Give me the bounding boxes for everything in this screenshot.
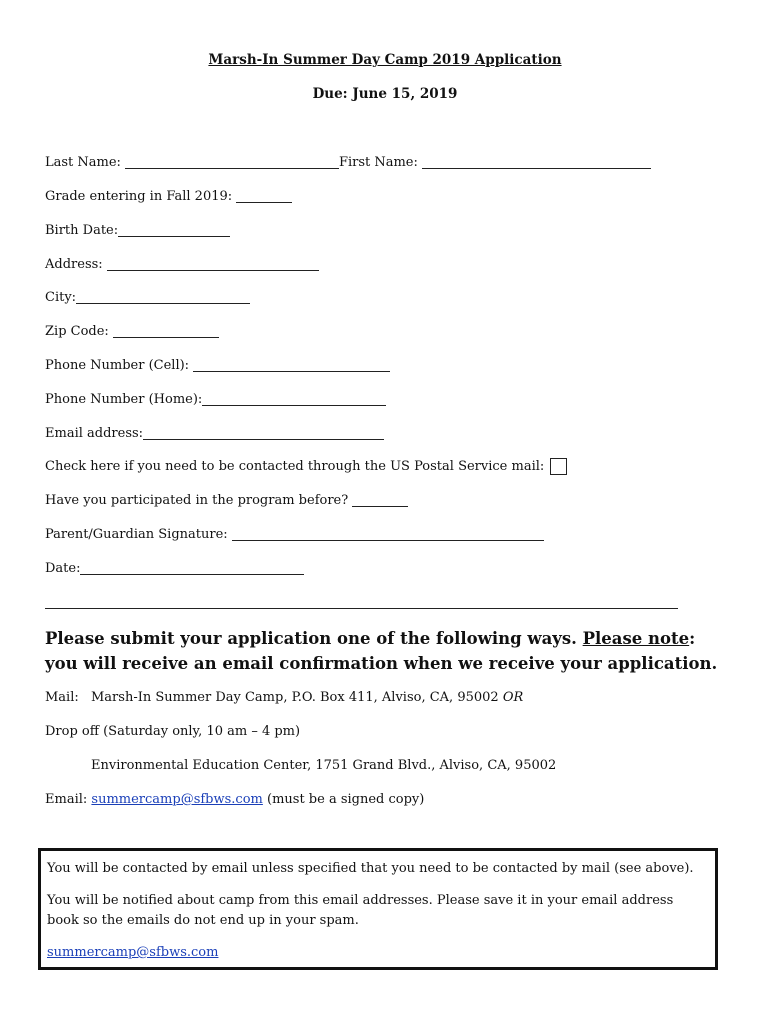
address-row	[45, 256, 319, 274]
address-label: Address:	[45, 257, 103, 272]
dropoff-address: Environmental Education Center, 1751 Grand Blvd., Alviso, CA, 95002	[91, 758, 557, 773]
phone-cell-label: Phone Number (Cell):	[45, 358, 190, 373]
notice-email-link[interactable]: summercamp@sfbws.com	[47, 945, 219, 960]
birth-date-field[interactable]	[118, 222, 230, 237]
participated-label: Have you participated in the program before?	[45, 493, 349, 508]
grade-row	[45, 188, 292, 206]
birth-date-label: Birth Date:	[45, 223, 119, 238]
grade-field[interactable]	[236, 188, 292, 203]
email-link[interactable]: summercamp@sfbws.com	[91, 792, 263, 807]
first-name-field[interactable]	[422, 154, 651, 169]
section-divider	[45, 608, 678, 609]
city-label: City:	[45, 290, 77, 305]
postal-row	[45, 458, 567, 476]
submit-heading	[45, 626, 725, 676]
email-field[interactable]	[143, 425, 384, 440]
mail-instruction	[45, 689, 523, 707]
zip-label: Zip Code:	[45, 324, 109, 339]
mail-or: OR	[502, 690, 524, 705]
phone-home-field[interactable]	[202, 391, 386, 406]
email-instruction	[45, 791, 424, 809]
city-row	[45, 289, 250, 307]
signature-label: Parent/Guardian Signature:	[45, 527, 228, 542]
signature-field[interactable]	[232, 526, 544, 541]
notice-line1: You will be contacted by email unless specified that you need to be contacted by mail (see above).	[47, 861, 694, 876]
date-row	[45, 560, 304, 578]
first-name-label: First Name:	[338, 155, 418, 170]
address-field[interactable]	[107, 256, 319, 271]
participated-field[interactable]	[352, 492, 408, 507]
email-note: (must be a signed copy)	[262, 792, 425, 807]
last-name-field[interactable]	[125, 154, 339, 169]
due-date: Due: June 15, 2019	[312, 86, 458, 102]
notice-line2: You will be notified about camp from this email addresses. Please save it in your email address book so the emails do not end up in your spam.	[47, 893, 674, 928]
zip-field[interactable]	[113, 323, 219, 338]
phone-cell-row	[45, 357, 390, 375]
postal-check-label: Check here if you need to be contacted through the US Postal Service mail:	[45, 459, 545, 474]
signature-row	[45, 526, 544, 544]
participated-row	[45, 492, 408, 510]
phone-home-label: Phone Number (Home):	[45, 392, 203, 407]
city-field[interactable]	[76, 289, 250, 304]
mail-text: Marsh-In Summer Day Camp, P.O. Box 411, Alviso, CA, 95002	[91, 690, 503, 705]
email-instruction-label: Email:	[45, 792, 92, 807]
last-name-label: Last Name:	[45, 155, 121, 170]
date-field[interactable]	[80, 560, 304, 575]
email-row	[45, 425, 384, 443]
zip-row	[45, 323, 219, 341]
email-label: Email address:	[45, 426, 144, 441]
notice-box	[38, 848, 718, 970]
grade-label: Grade entering in Fall 2019:	[45, 189, 233, 204]
phone-home-row	[45, 391, 386, 409]
name-row	[45, 154, 651, 172]
birth-date-row	[45, 222, 230, 240]
phone-cell-field[interactable]	[193, 357, 390, 372]
mail-label: Mail:	[45, 690, 79, 705]
dropoff-instruction: Drop off (Saturday only, 10 am – 4 pm)	[45, 724, 301, 739]
heading-note: Please note	[582, 629, 690, 648]
postal-mail-checkbox[interactable]	[550, 458, 567, 475]
heading-part1: Please submit your application one of the following ways.	[45, 629, 583, 648]
date-label: Date:	[45, 561, 81, 576]
heading-part2: : you will receive an email confirmation when we receive your application.	[45, 629, 718, 673]
form-title: Marsh-In Summer Day Camp 2019 Application	[208, 52, 562, 68]
